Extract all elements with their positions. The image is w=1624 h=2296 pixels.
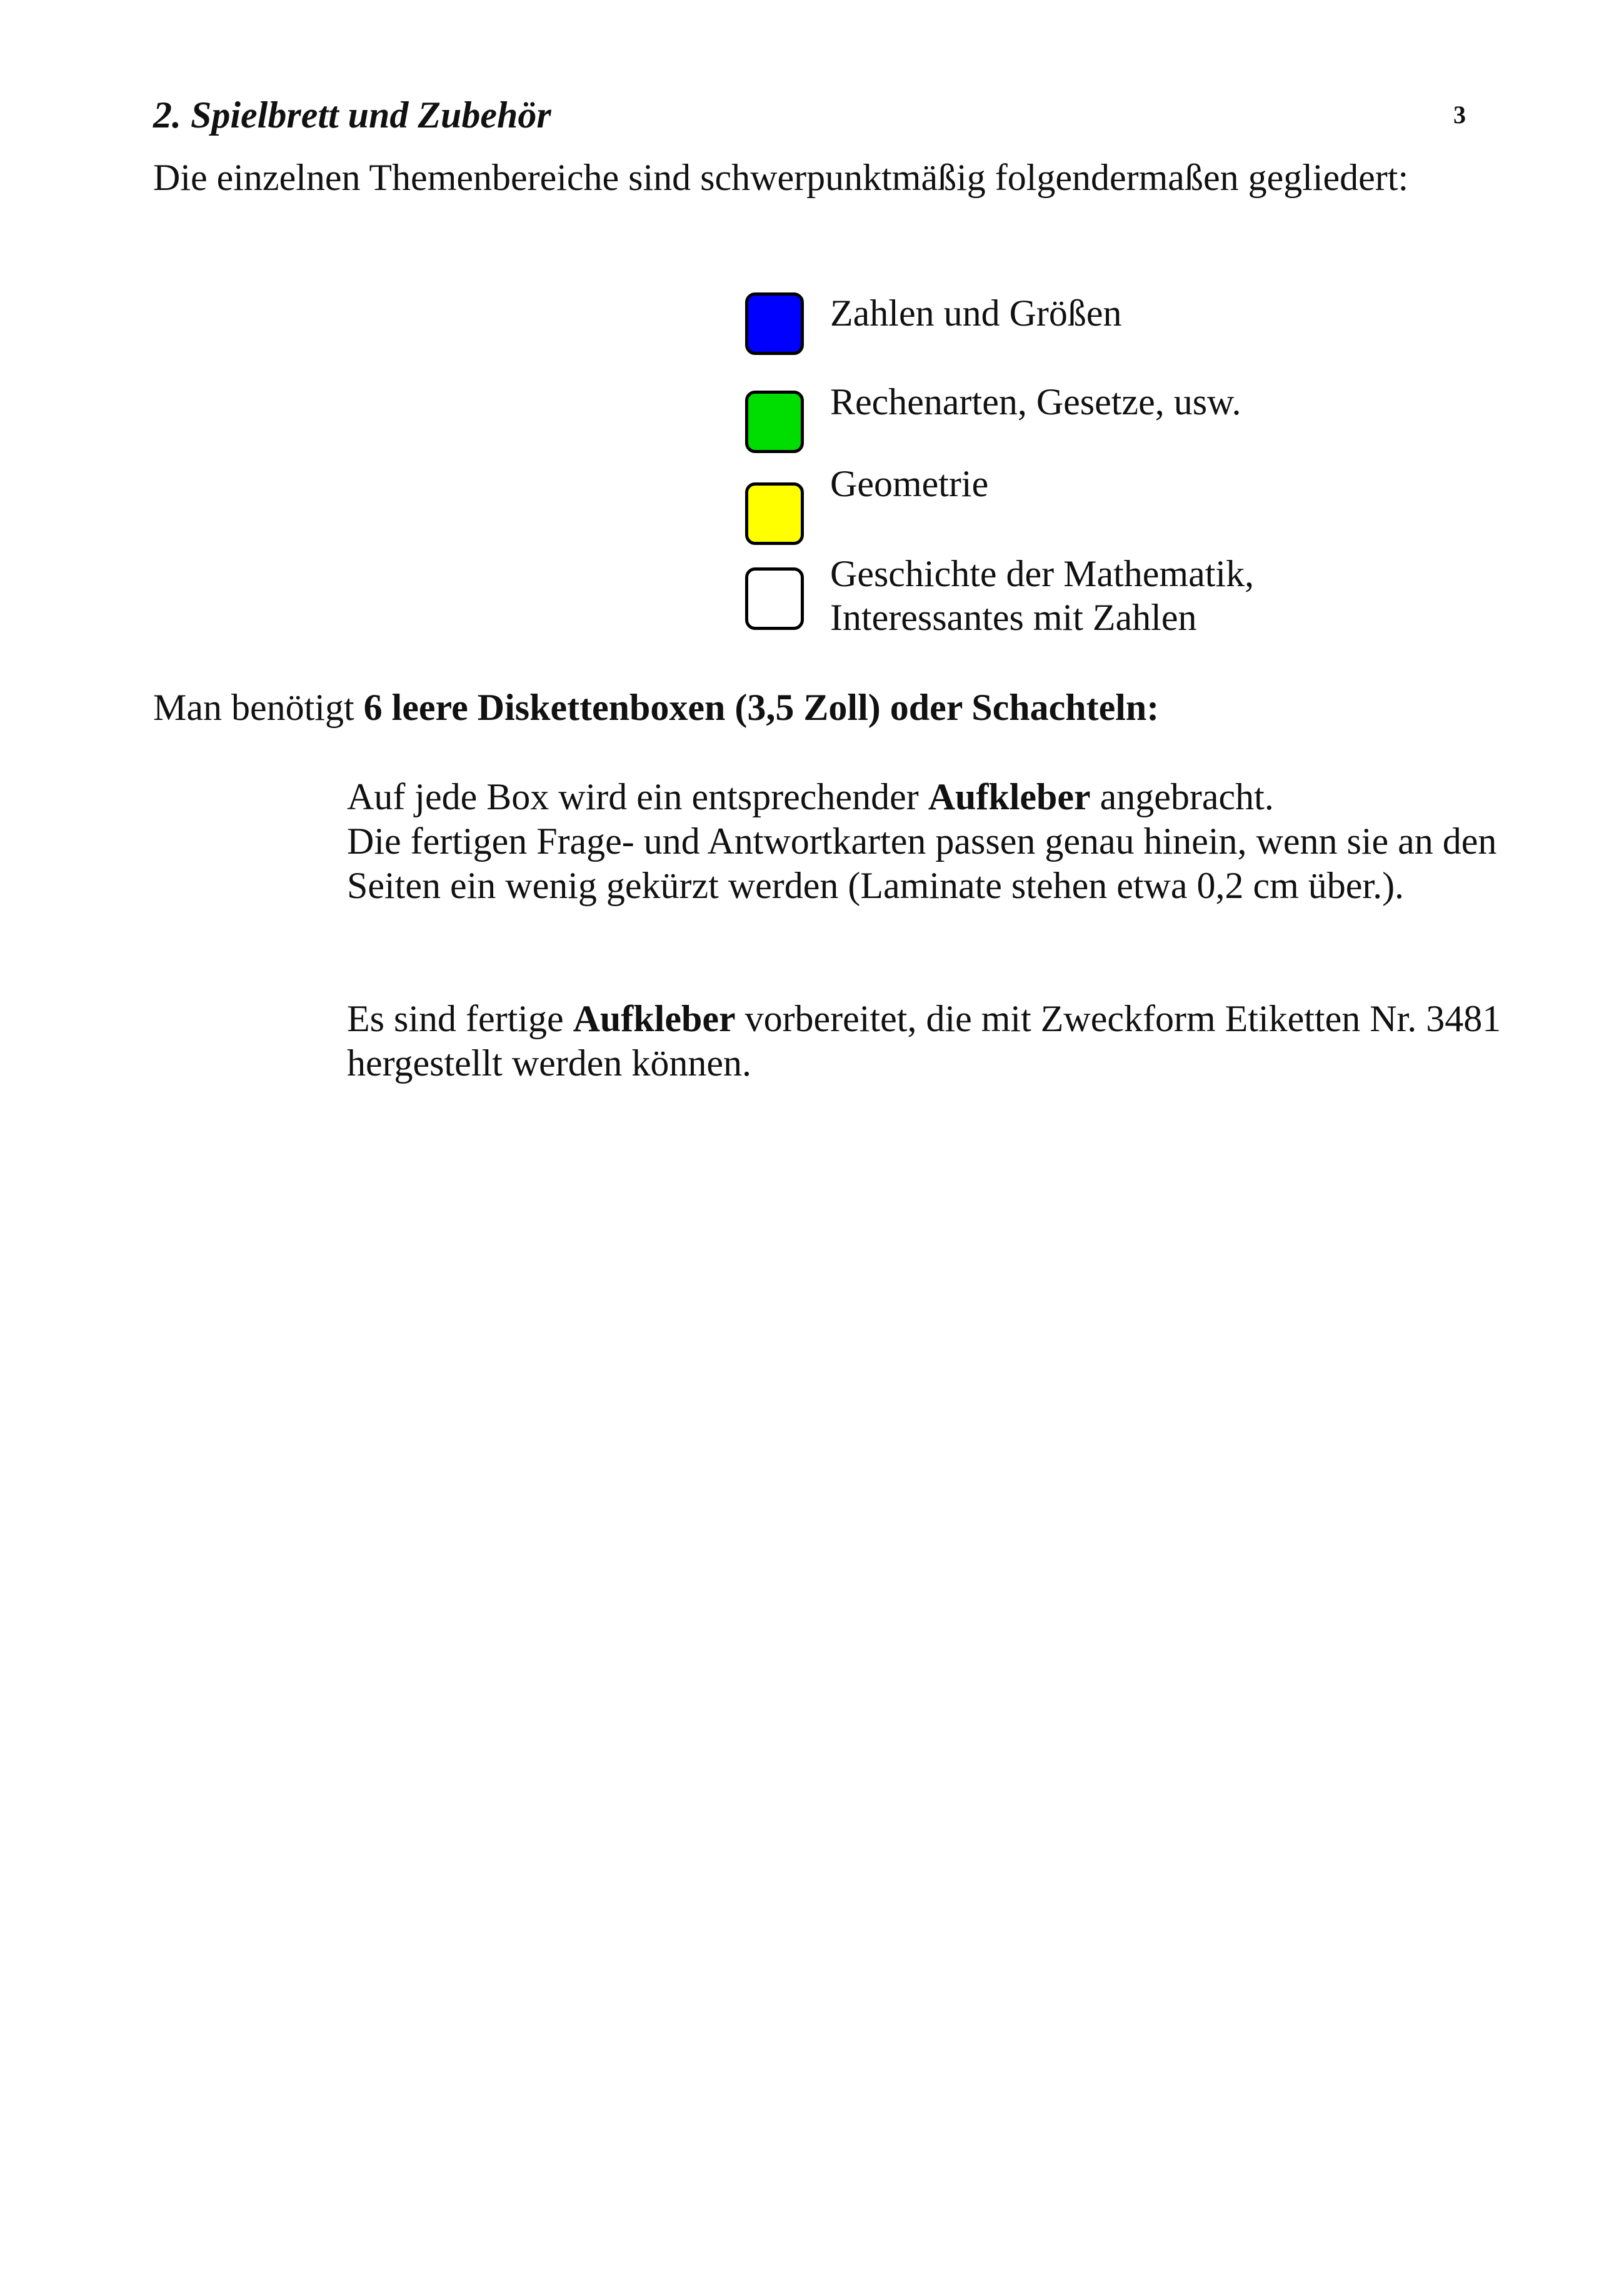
p1-pre: Auf jede Box wird ein entsprechender: [347, 776, 928, 817]
legend-label-geschichte-line2: Interessantes mit Zahlen: [830, 597, 1197, 638]
legend-label-geschichte-line1: Geschichte der Mathematik,: [830, 553, 1255, 594]
legend-swatch-white: [745, 567, 804, 630]
legend-swatch-blue: [745, 292, 804, 355]
p1-bold: Aufkleber: [928, 776, 1091, 817]
legend-swatch-green: [745, 391, 804, 453]
legend-label-geometrie: Geometrie: [830, 463, 989, 504]
page-number: 3: [1453, 101, 1466, 129]
instruction-paragraph-1: [347, 775, 1535, 908]
p2-bold: Aufkleber: [573, 998, 736, 1039]
p1-line2: Die fertigen Frage- und Antwortkarten passen genau hinein, wenn sie an den Seiten ein wenig gekürzt werden (Laminate stehen etwa 0,2 cm über.).: [347, 821, 1497, 906]
requirement-line: [153, 685, 1159, 730]
section-heading: 2. Spielbrett und Zubehör: [153, 94, 551, 136]
legend-swatch-yellow: [745, 482, 804, 545]
legend-label-zahlen: Zahlen und Größen: [830, 292, 1122, 334]
p1-post: angebracht.: [1090, 776, 1274, 817]
p2-pre: Es sind fertige: [347, 998, 573, 1039]
p2-post: vorbereitet, die mit Zweckform Etiketten Nr. 3481 hergestellt werden können.: [347, 998, 1501, 1084]
intro-text: Die einzelnen Themenbereiche sind schwerpunktmäßig folgendermaßen gegliedert:: [153, 157, 1409, 198]
requirement-bold: 6 leere Diskettenboxen (3,5 Zoll) oder Schachteln:: [363, 687, 1160, 728]
legend-label-rechenarten: Rechenarten, Gesetze, usw.: [830, 381, 1241, 422]
sticker-info: [347, 997, 1535, 1086]
box-instructions: [347, 775, 1535, 908]
instruction-paragraph-2: [347, 997, 1535, 1086]
requirement-prefix: Man benötigt: [153, 687, 364, 728]
